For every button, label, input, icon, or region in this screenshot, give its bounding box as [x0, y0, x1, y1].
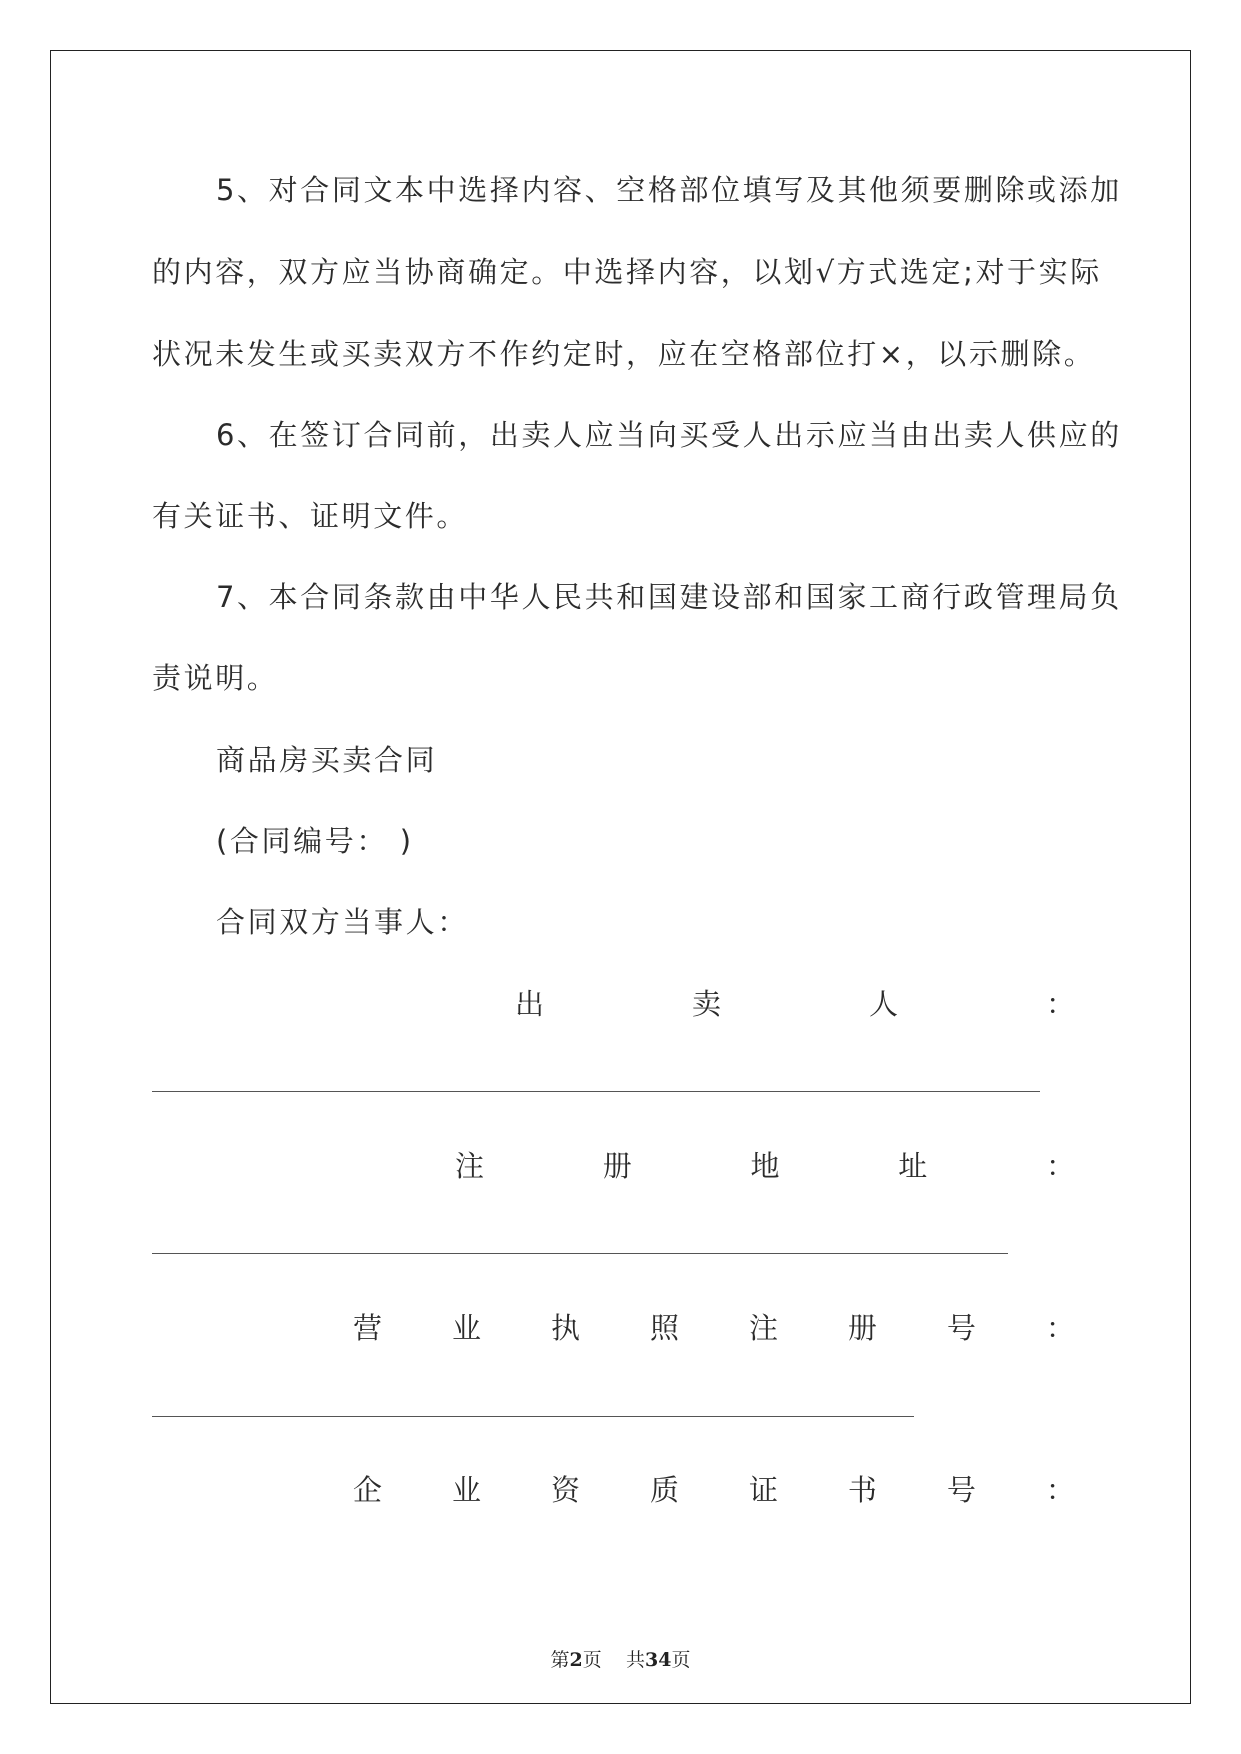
paragraph-7-line-1: 7、本合同条款由中华人民共和国建设部和国家工商行政管理局负 — [216, 580, 1122, 614]
business-license-char: 注 — [748, 1311, 778, 1345]
qualification-cert-char: 证 — [748, 1473, 778, 1507]
qualification-cert-char: 质 — [649, 1473, 679, 1507]
registered-address-blank-line — [152, 1253, 1008, 1254]
seller-char: 卖 — [691, 987, 721, 1021]
registered-address-char: 址 — [898, 1149, 928, 1183]
qualification-cert-char: 资 — [550, 1473, 580, 1507]
seller-blank-line — [152, 1091, 1040, 1092]
qualification-cert-char: 书 — [847, 1473, 877, 1507]
registered-address-char: 注 — [455, 1149, 485, 1183]
seller-char: 人 — [868, 987, 898, 1021]
footer-total-suffix: 页 — [671, 1649, 691, 1671]
footer-page-current: 2 — [569, 1649, 583, 1671]
business-license-char: 业 — [451, 1311, 481, 1345]
business-license-blank-line — [152, 1416, 914, 1417]
paragraph-5-line-1: 5、对合同文本中选择内容、空格部位填写及其他须要删除或添加 — [216, 173, 1122, 207]
registered-address-colon: ： — [1045, 1149, 1075, 1183]
registered-address-char: 册 — [602, 1149, 632, 1183]
business-license-char: 册 — [847, 1311, 877, 1345]
business-license-char: 执 — [550, 1311, 580, 1345]
business-license-char: 照 — [649, 1311, 679, 1345]
contract-title: 商品房买卖合同 — [216, 743, 438, 777]
footer-page-prefix: 第 — [550, 1649, 570, 1671]
footer-page-total: 34 — [644, 1649, 672, 1671]
contract-number: (合同编号： ) — [216, 824, 414, 858]
registered-address-label — [455, 1146, 1075, 1186]
paragraph-5-line-2: 的内容，双方应当协商确定。中选择内容，以划√方式选定;对于实际 — [152, 255, 1102, 289]
paragraph-7-line-2: 责说明。 — [152, 661, 279, 695]
footer-total-prefix: 共 — [625, 1649, 645, 1671]
paragraph-5-line-3: 状况未发生或买卖双方不作约定时，应在空格部位打×，以示删除。 — [152, 337, 1096, 371]
business-license-colon: ： — [1045, 1311, 1075, 1345]
registered-address-char: 地 — [750, 1149, 780, 1183]
paragraph-6-line-1: 6、在签订合同前，出卖人应当向买受人出示应当由出卖人供应的 — [216, 418, 1122, 452]
seller-label — [515, 984, 1075, 1024]
page-footer — [0, 1645, 1241, 1672]
qualification-cert-char: 号 — [946, 1473, 976, 1507]
seller-colon: ： — [1045, 987, 1075, 1021]
qualification-cert-label — [353, 1470, 1075, 1510]
page-border — [50, 50, 1191, 1704]
qualification-cert-colon: ： — [1045, 1473, 1075, 1507]
business-license-char: 营 — [353, 1311, 383, 1345]
parties-heading: 合同双方当事人： — [216, 905, 469, 939]
footer-page-suffix: 页 — [582, 1649, 602, 1671]
business-license-char: 号 — [946, 1311, 976, 1345]
paragraph-6-line-2: 有关证书、证明文件。 — [152, 499, 469, 533]
seller-char: 出 — [515, 987, 545, 1021]
business-license-label — [353, 1308, 1075, 1348]
qualification-cert-char: 业 — [451, 1473, 481, 1507]
qualification-cert-char: 企 — [353, 1473, 383, 1507]
